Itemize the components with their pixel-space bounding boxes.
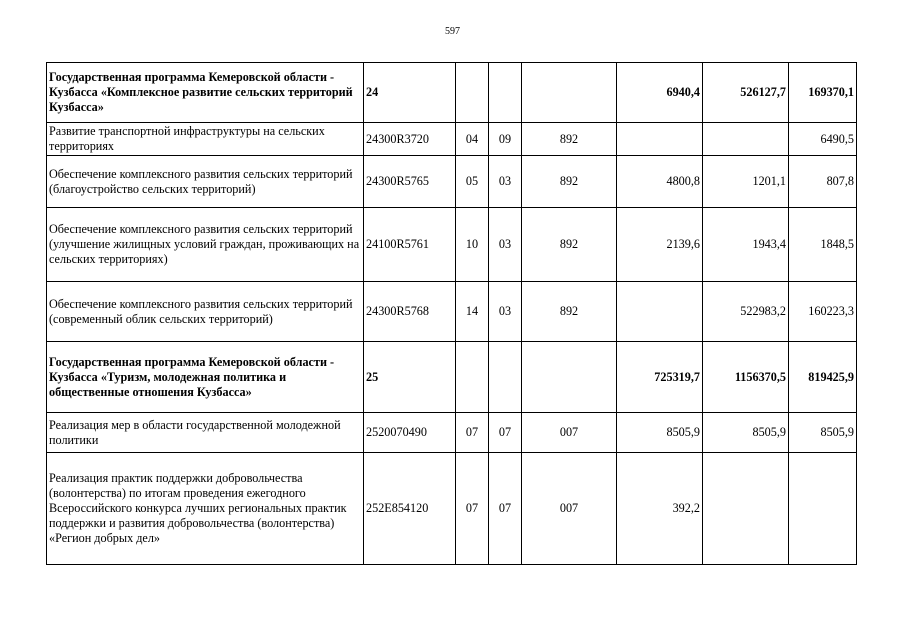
ministry-cell: 892 [522, 208, 617, 282]
subsection-cell: 07 [489, 453, 522, 565]
value-col1-cell [617, 282, 703, 342]
table-body [47, 63, 857, 565]
ministry-cell: 007 [522, 413, 617, 453]
table-row [47, 342, 857, 413]
row-name-cell: Обеспечение комплексного развития сельских территорий (благоустройство сельских территорий) [47, 156, 364, 208]
value-col1-cell [617, 123, 703, 156]
subsection-cell: 07 [489, 413, 522, 453]
value-col2-cell: 8505,9 [703, 413, 789, 453]
table-row [47, 156, 857, 208]
value-col1-cell: 2139,6 [617, 208, 703, 282]
value-col2-cell: 1201,1 [703, 156, 789, 208]
value-col3-cell: 160223,3 [789, 282, 857, 342]
value-col1-cell: 4800,8 [617, 156, 703, 208]
ministry-cell [522, 342, 617, 413]
section-cell: 07 [456, 413, 489, 453]
page-number: 597 [445, 26, 460, 37]
value-col2-cell: 526127,7 [703, 63, 789, 123]
target-code-cell: 24300R3720 [364, 123, 456, 156]
table-row [47, 208, 857, 282]
row-name-cell: Государственная программа Кемеровской области - Кузбасса «Туризм, молодежная политика и общественные отношения Кузбасса» [47, 342, 364, 413]
section-cell [456, 63, 489, 123]
value-col2-cell: 1156370,5 [703, 342, 789, 413]
target-code-cell: 24100R5761 [364, 208, 456, 282]
target-code-cell: 24300R5768 [364, 282, 456, 342]
ministry-cell: 892 [522, 156, 617, 208]
ministry-cell: 892 [522, 123, 617, 156]
subsection-cell: 03 [489, 208, 522, 282]
value-col2-cell: 1943,4 [703, 208, 789, 282]
target-code-cell: 24 [364, 63, 456, 123]
ministry-cell: 007 [522, 453, 617, 565]
ministry-cell [522, 63, 617, 123]
row-name-cell: Обеспечение комплексного развития сельских территорий (улучшение жилищных условий граждан, проживающих на сельских территориях) [47, 208, 364, 282]
value-col3-cell: 819425,9 [789, 342, 857, 413]
value-col1-cell: 725319,7 [617, 342, 703, 413]
value-col3-cell [789, 453, 857, 565]
target-code-cell: 24300R5765 [364, 156, 456, 208]
value-col2-cell [703, 453, 789, 565]
section-cell [456, 342, 489, 413]
table-row [47, 453, 857, 565]
target-code-cell: 2520070490 [364, 413, 456, 453]
subsection-cell: 03 [489, 282, 522, 342]
subsection-cell: 09 [489, 123, 522, 156]
table-row [47, 123, 857, 156]
value-col3-cell: 8505,9 [789, 413, 857, 453]
value-col3-cell: 1848,5 [789, 208, 857, 282]
row-name-cell: Реализация мер в области государственной молодежной политики [47, 413, 364, 453]
value-col3-cell: 169370,1 [789, 63, 857, 123]
value-col2-cell [703, 123, 789, 156]
ministry-cell: 892 [522, 282, 617, 342]
value-col3-cell: 807,8 [789, 156, 857, 208]
value-col3-cell: 6490,5 [789, 123, 857, 156]
value-col1-cell: 6940,4 [617, 63, 703, 123]
row-name-cell: Государственная программа Кемеровской области - Кузбасса «Комплексное развитие сельских территорий Кузбасса» [47, 63, 364, 123]
section-cell: 07 [456, 453, 489, 565]
section-cell: 10 [456, 208, 489, 282]
subsection-cell [489, 342, 522, 413]
table-row [47, 413, 857, 453]
value-col1-cell: 392,2 [617, 453, 703, 565]
section-cell: 05 [456, 156, 489, 208]
row-name-cell: Реализация практик поддержки добровольчества (волонтерства) по итогам проведения ежегодного Всероссийского конкурса лучших региональных практик поддержки и развития добровольчества (волонтерства) «Регион добрых дел» [47, 453, 364, 565]
section-cell: 14 [456, 282, 489, 342]
value-col2-cell: 522983,2 [703, 282, 789, 342]
section-cell: 04 [456, 123, 489, 156]
budget-table [46, 62, 857, 565]
table-row [47, 63, 857, 123]
table-row [47, 282, 857, 342]
row-name-cell: Обеспечение комплексного развития сельских территорий (современный облик сельских территорий) [47, 282, 364, 342]
subsection-cell: 03 [489, 156, 522, 208]
target-code-cell: 25 [364, 342, 456, 413]
row-name-cell: Развитие транспортной инфраструктуры на сельских территориях [47, 123, 364, 156]
value-col1-cell: 8505,9 [617, 413, 703, 453]
target-code-cell: 252E854120 [364, 453, 456, 565]
subsection-cell [489, 63, 522, 123]
